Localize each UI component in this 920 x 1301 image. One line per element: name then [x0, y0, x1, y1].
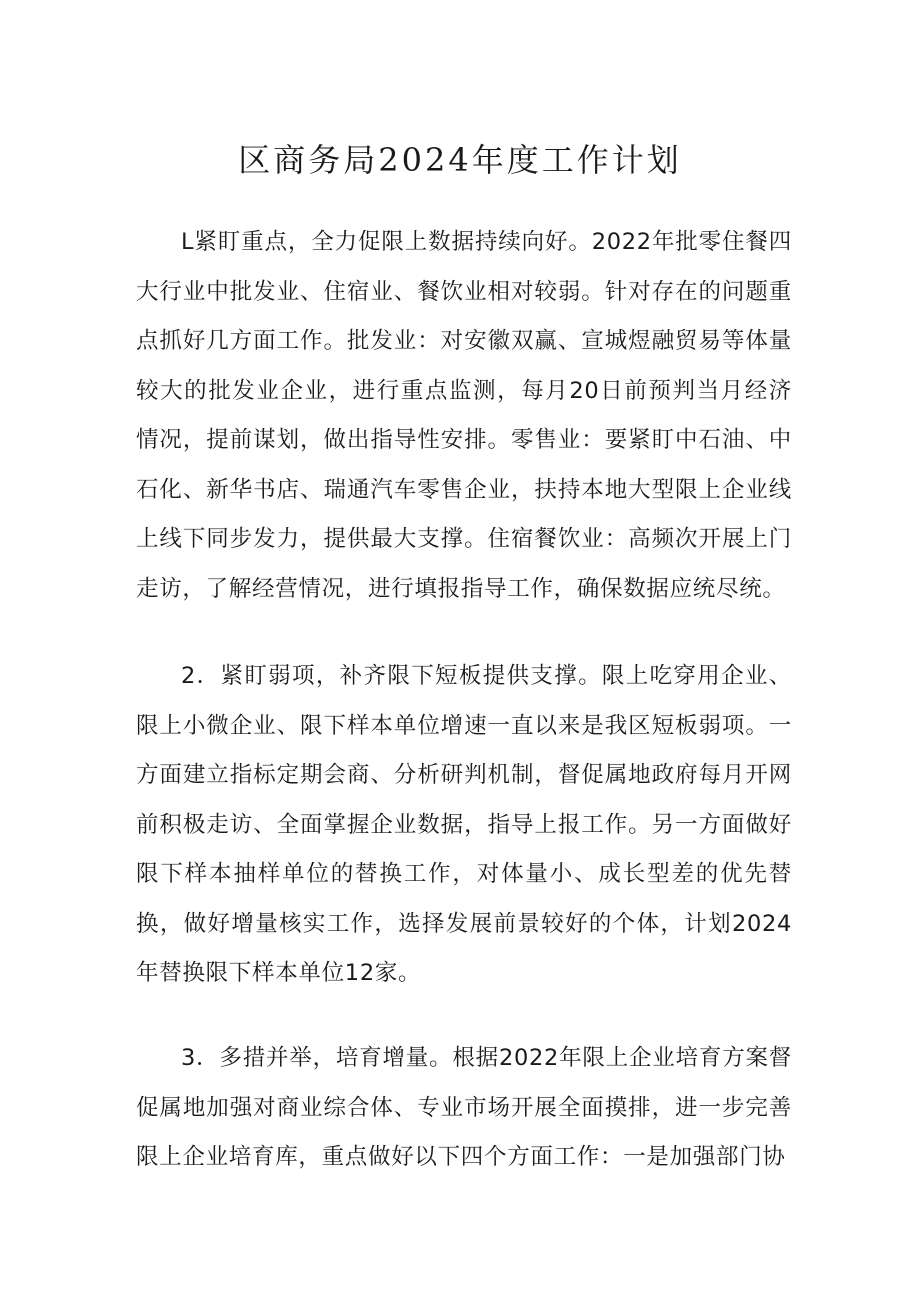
- paragraph-3: 3．多措并举，培育增量。根据2022年限上企业培育方案督促属地加强对商业综合体、专业市场开展全面摸排，进一步完善限上企业培育库，重点做好以下四个方面工作：一是加强部门协: [136, 1045, 792, 1170]
- paragraph-2: 2．紧盯弱项，补齐限下短板提供支撑。限上吃穿用企业、限上小微企业、限下样本单位增速一直以来是我区短板弱项。一方面建立指标定期会商、分析研判机制，督促属地政府每月开网前积极走访、全面掌握企业数据，指导上报工作。另一方面做好限下样本抽样单位的替换工作，对体量小、成长型差的优先替换，做好增量核实工作，选择发展前景较好的个体，计划2024年替换限下样本单位12家。: [136, 663, 792, 986]
- paragraph-1: L紧盯重点，全力促限上数据持续向好。2022年批零住餐四大行业中批发业、住宿业、餐饮业相对较弱。针对存在的问题重点抓好几方面工作。批发业：对安徽双赢、宣城煜融贸易等体量较大的批发业企业，进行重点监测，每月20日前预判当月经济情况，提前谋划，做出指导性安排。零售业：要紧盯中石油、中石化、新华书店、瑞通汽车零售企业，扶持本地大型限上企业线上线下同步发力，提供最大支撑。住宿餐饮业：高频次开展上门走访，了解经营情况，进行填报指导工作，确保数据应统尽统。: [136, 229, 792, 602]
- document-title: 区商务局2024年度工作计划: [238, 141, 682, 179]
